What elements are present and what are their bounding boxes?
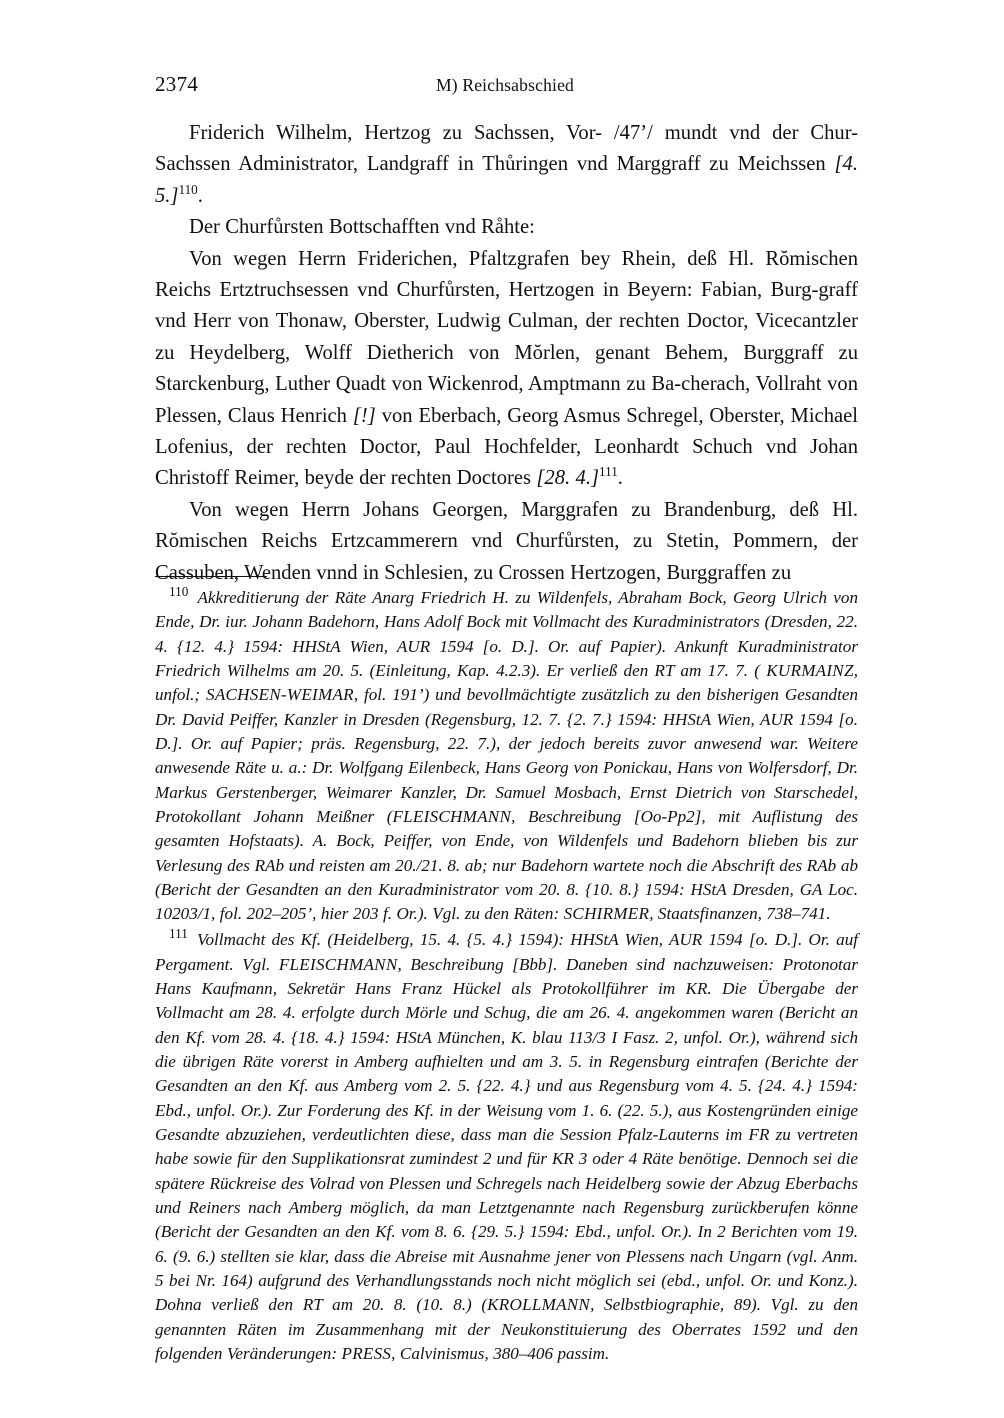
footnote <box>155 586 858 927</box>
footnote-separator-rule <box>155 576 267 577</box>
running-head-title: M) Reichsabschied <box>435 75 575 95</box>
footnote-text: Vollmacht des Kf. (Heidelberg, 15. 4. {5. 4.} 1594): HHStA Wien, AUR 1594 [o. D.]. Or. auf Pergament. Vgl. FLEISCHMANN, Beschreibung [Bbb]. Daneben sind nachzuweisen: Protonotar Hans Kaufmann, Sekretär Hans Franz Hückel als Protokollführer im KR. Die Übergabe der Vollmacht am 28. 4. erfolgte durch Mörle und Schug, die am 26. 4. angekommen waren (Bericht an den Kf. vom 28. 4. {18. 4.} 1594: HStA München, K. blau 113/3 I Fasz. 2, unfol. Or.), während sich die übrigen Räte vorerst in Amberg aufhielten und am 3. 5. in Regensburg eintrafen (Berichte der Gesandten an den Kf. aus Amberg vom 2. 5. {22. 4.} und aus Regensburg vom 4. 5. {24. 4.} 1594: Ebd., unfol. Or.). Zur Forderung des Kf. in der Weisung vom 1. 6. (22. 5.), aus Kostengründen einige Gesandte abzuziehen, verdeutlichten diese, dass man die Session Pfalz-Lauterns im FR zu vertreten habe sowie für den Supplikationsrat zumindest 2 und für KR 3 oder 4 Räte benötige. Dennoch sei die spätere Rückreise des Volrad von Plessen und Schregels nach Heidelberg sowie der Abzug Eberbachs und Reiners nach Amberg möglich, da man Letztgenannte nach Regensburg zurückberufen könne (Bericht der Gesandten an den Kf. vom 8. 6. {29. 5.} 1594: Ebd., unfol. Or.). In 2 Berichten vom 19. 6. (9. 6.) stellten sie klar, dass die Abreise mit Ausnahme jener von Plessens nach Ungarn (vgl. Anm. 5 bei Nr. 164) aufgrund des Verhandlungsstands noch nicht möglich sei (ebd., unfol. Or. und Konz.). Dohna verließ den RT am 20. 8. (10. 8.) (KROLLMANN, Selbstbiographie, 89). Vgl. zu den genannten Räten im Zusammenhang mit der Neukonstituierung des Oberrates 1592 und den folgenden Veränderungen: PRESS, Calvinismus, 380–406 passim. <box>155 930 858 1364</box>
footnote-number: 111 <box>169 926 188 942</box>
paragraph: Von wegen Herrn Friderichen, Pfaltzgrafen bey Rhein, deß Hl. Rŏmischen Reichs Ertztruchsessen vnd Churfůrsten, Hertzogen in Beyern: Fabian, Burg-graff vnd Herr von Thonaw, Oberster, Ludwig Culman, der rechten Doctor, Vicecantzler zu Heydelberg, Wolff Dietherich von Mŏrlen, genant Behem, Burggraff zu Starckenburg, Luther Quadt von Wickenrod, Amptmann zu Ba-cherach, Vollraht von Plessen, Claus Henrich [!] von Eberbach, Georg Asmus Schregel, Oberster, Michael Lofenius, der rechten Doctor, Paul Hochfelder, Leonhardt Schuch vnd Johan Christoff Reimer, beyde der rechten Doctores [28. 4.]$^{111}$. <box>155 247 858 490</box>
main-text-block <box>155 118 858 589</box>
running-head <box>155 72 855 100</box>
page-number: 2374 <box>155 72 199 96</box>
footnote-number: 110 <box>169 584 189 600</box>
footnote-text: Akkreditierung der Räte Anarg Friedrich H. zu Wildenfels, Abraham Bock, Georg Ulrich von Ende, Dr. iur. Johann Badehorn, Hans Adolf Bock mit Vollmacht des Kuradministrators (Dresden, 22. 4. {12. 4.} 1594: HHStA Wien, AUR 1594 [o. D.]. Or. auf Papier). Ankunft Kuradministrator Friedrich Wilhelms am 20. 5. (Einleitung, Kap. 4.2.3). Er verließ den RT am 17. 7. ( KURMAINZ, unfol.; SACHSEN-WEIMAR, fol. 191’) und bevollmächtigte zusätzlich zu den bisherigen Gesandten Dr. David Peiffer, Kanzler in Dresden (Regensburg, 12. 7. {2. 7.} 1594: HHStA Wien, AUR 1594 [o. D.]. Or. auf Papier; präs. Regensburg, 22. 7.), der jedoch bereits zuvor anwesend war. Weitere anwesende Räte u. a.: Dr. Wolfgang Eilenbeck, Hans Georg von Ponickau, Hans von Wolfersdorf, Dr. Markus Gerstenberger, Weimarer Kanzler, Dr. Samuel Mosbach, Ernst Dietrich von Starschedel, Protokollant Johann Meißner (FLEISCHMANN, Beschreibung [Oo-Pp2], mit Auflistung des gesamten Hofstaats). A. Bock, Peiffer, von Ende, von Wildenfels und Badehorn blieben bis zur Verlesung des RAb und reisten am 20./21. 8. ab; nur Badehorn wartete noch die Abschrift des RAb ab (Bericht der Gesandten an den Kuradministrator vom 20. 8. {10. 8.} 1594: HStA Dresden, GA Loc. 10203/1, fol. 202–205’, hier 203 f. Or.). Vgl. zu den Räten: SCHIRMER, Staatsfinanzen, 738–741. <box>155 588 858 924</box>
paragraph: Friderich Wilhelm, Hertzog zu Sachssen, Vor- /47’/ mundt vnd der Chur-Sachssen Administrator, Landgraff in Thůringen vnd Marggraff zu Meichssen [4. 5.]$^{110}$. <box>155 122 858 207</box>
paragraph: Der Churfůrsten Bottschafften vnd Råhte: <box>189 216 535 239</box>
footnote-block <box>155 576 858 1367</box>
footnote <box>155 928 858 1366</box>
paragraph: Von wegen Herrn Johans Georgen, Marggrafen zu Brandenburg, deß Hl. Rŏmischen Reichs Ertzcammerern vnd Churfůrsten, zu Stetin, Pommern, der Cassuben, Wenden vnnd in Schlesien, zu Crossen Hertzogen, Burggraffen zu <box>155 498 858 584</box>
